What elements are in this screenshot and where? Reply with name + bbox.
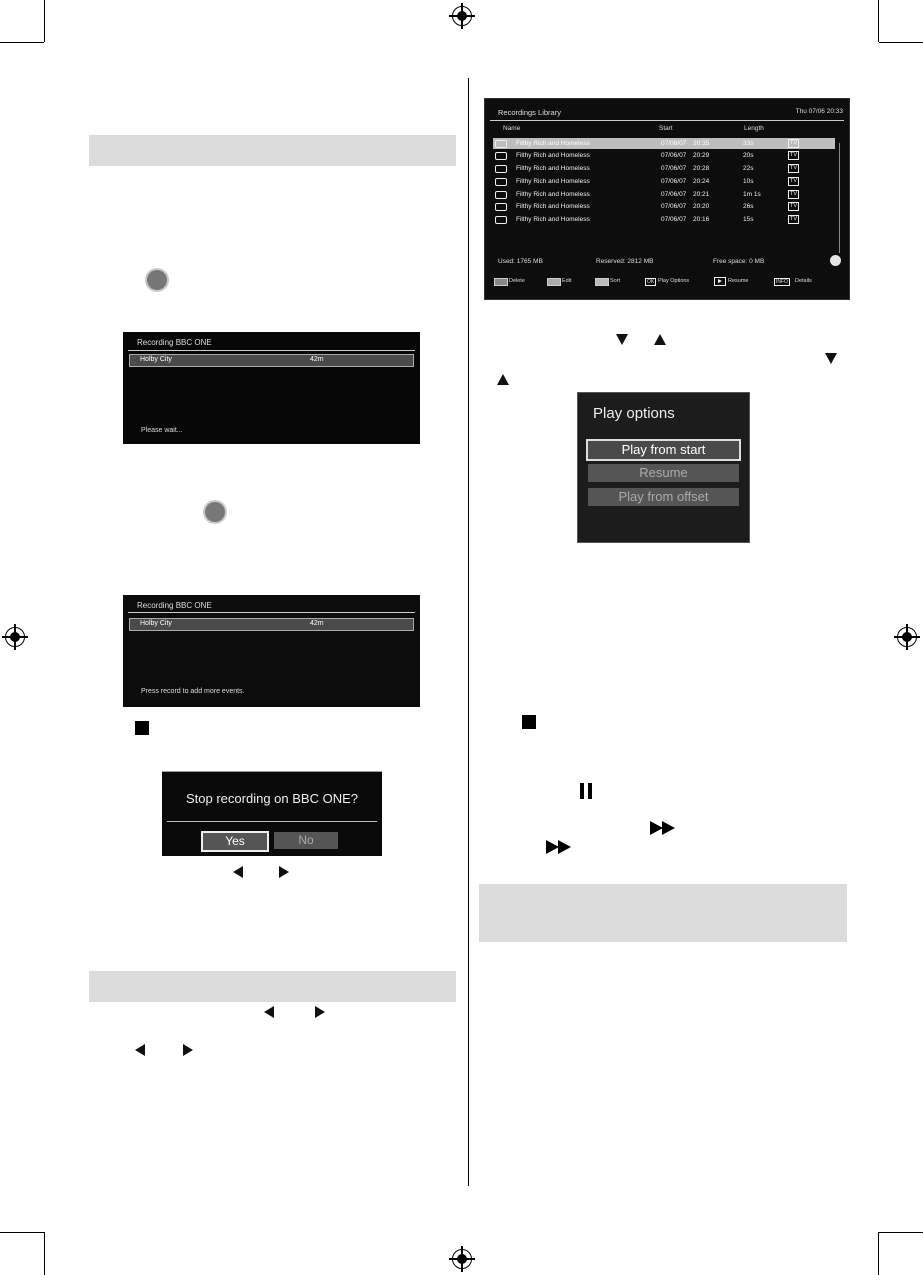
fast-forward-icon (650, 821, 678, 835)
free-space: Free space: 0 MB (713, 258, 765, 265)
crop-mark (878, 1232, 879, 1275)
recording-icon (495, 152, 507, 160)
play-from-offset-button[interactable]: Play from offset (588, 488, 739, 506)
recording-date: 07/06/07 (661, 178, 687, 185)
table-row[interactable] (493, 163, 835, 174)
pause-bar (580, 783, 584, 799)
recordings-library-screen (484, 98, 850, 300)
column-header-start: Start (659, 125, 673, 132)
registration-mark-icon (452, 6, 472, 26)
yellow-key-icon (595, 278, 609, 286)
tv-badge: TV (790, 152, 798, 158)
recording-icon (495, 203, 507, 211)
recording-length: 33s (743, 140, 754, 147)
recording-length: 26s (743, 203, 754, 210)
stop-recording-dialog (162, 771, 382, 856)
table-row[interactable] (493, 189, 835, 200)
tv-badge: TV (790, 203, 798, 209)
status-text: Please wait... (141, 427, 183, 434)
column-header-name: Name (503, 125, 521, 132)
recording-name: Filthy Rich and Homeless (516, 191, 590, 198)
right-arrow-icon (315, 1006, 325, 1018)
recording-name: Filthy Rich and Homeless (516, 140, 590, 147)
recording-row (129, 354, 414, 367)
stop-button-icon (522, 715, 536, 729)
resume-button[interactable]: Resume (588, 464, 739, 482)
used-space: Used: 1765 MB (498, 258, 543, 265)
left-arrow-icon (264, 1006, 274, 1018)
table-row[interactable] (493, 176, 835, 187)
scrollbar[interactable] (839, 143, 840, 253)
recording-name: Filthy Rich and Homeless (516, 178, 590, 185)
ff-triangle (662, 821, 675, 835)
stop-button-icon (135, 721, 149, 735)
delete-label: Delete (509, 278, 525, 284)
tv-badge: TV (790, 165, 798, 171)
recording-length: 15s (743, 216, 754, 223)
recording-name: Filthy Rich and Homeless (516, 216, 590, 223)
sort-label: Sort (610, 278, 621, 284)
play-key-icon (714, 277, 726, 286)
divider (167, 821, 377, 822)
record-button-icon (147, 270, 167, 290)
section-heading-bar (89, 971, 456, 1002)
info-key-icon: INFO (776, 279, 788, 285)
green-key-icon (547, 278, 561, 286)
yes-button[interactable]: Yes (201, 831, 269, 852)
recording-icon (495, 165, 507, 173)
resume-label: Resume (728, 278, 749, 284)
recording-date: 07/06/07 (661, 152, 687, 159)
recording-time: 20:21 (693, 191, 710, 198)
screen-title: Recording BBC ONE (137, 338, 212, 347)
down-arrow-icon (616, 334, 628, 345)
programme-name: Holby City (140, 620, 172, 627)
details-label: Details (795, 278, 812, 284)
ff-triangle (558, 840, 571, 854)
programme-length: 42m (310, 620, 324, 627)
screen-title: Recording BBC ONE (137, 601, 212, 610)
status-text: Press record to add more events. (141, 688, 245, 695)
scroll-indicator (830, 255, 841, 266)
play-from-start-button[interactable]: Play from start (586, 439, 741, 461)
recording-time: 20:20 (693, 203, 710, 210)
recording-name: Filthy Rich and Homeless (516, 203, 590, 210)
recording-date: 07/06/07 (661, 140, 687, 147)
ok-key-icon: OK (647, 279, 655, 285)
record-button-icon (205, 502, 225, 522)
recording-icon (495, 216, 507, 224)
right-arrow-icon (183, 1044, 193, 1056)
crop-mark (44, 1232, 45, 1275)
divider (490, 120, 844, 121)
dialog-question: Stop recording on BBC ONE? (186, 791, 358, 806)
no-button[interactable]: No (274, 832, 338, 849)
fast-forward-icon (546, 840, 574, 854)
registration-mark-icon (5, 627, 25, 647)
left-arrow-icon (233, 866, 243, 878)
library-title: Recordings Library (498, 108, 561, 117)
column-divider (468, 78, 469, 1186)
recording-screen (123, 332, 420, 444)
crop-mark (879, 42, 923, 43)
recording-row (129, 618, 414, 631)
recording-date: 07/06/07 (661, 165, 687, 172)
programme-name: Holby City (140, 356, 172, 363)
play-options-screen (577, 392, 750, 543)
recording-time: 20:24 (693, 178, 710, 185)
recording-date: 07/06/07 (661, 203, 687, 210)
pause-icon (579, 783, 593, 799)
tv-badge: TV (790, 191, 798, 197)
tv-badge: TV (790, 140, 798, 146)
recording-length: 20s (743, 152, 754, 159)
recording-length: 10s (743, 178, 754, 185)
recording-icon (495, 140, 507, 148)
recording-name: Filthy Rich and Homeless (516, 152, 590, 159)
recording-time: 20:29 (693, 152, 710, 159)
pause-bar (588, 783, 592, 799)
table-row[interactable] (493, 201, 835, 212)
crop-mark (0, 42, 44, 43)
programme-length: 42m (310, 356, 324, 363)
column-header-length: Length (744, 125, 764, 132)
edit-label: Edit (562, 278, 572, 284)
dialog-top-rule (162, 771, 382, 772)
up-arrow-icon (654, 334, 666, 345)
right-arrow-icon (279, 866, 289, 878)
table-row[interactable] (493, 138, 835, 149)
tv-badge: TV (790, 178, 798, 184)
recording-length: 1m 1s (743, 191, 761, 198)
red-key-icon (494, 278, 508, 286)
divider (128, 612, 415, 613)
recording-name: Filthy Rich and Homeless (516, 165, 590, 172)
popup-title: Play options (593, 405, 675, 422)
registration-mark-icon (452, 1249, 472, 1269)
recording-date: 07/06/07 (661, 191, 687, 198)
crop-mark (879, 1232, 923, 1233)
table-row[interactable] (493, 150, 835, 161)
crop-mark (878, 0, 879, 42)
up-arrow-icon (497, 374, 509, 385)
recording-time: 20:28 (693, 165, 710, 172)
recording-icon (495, 178, 507, 186)
recording-time: 20:16 (693, 216, 710, 223)
recording-time: 20:35 (693, 140, 710, 147)
registration-mark-icon (897, 627, 917, 647)
divider (128, 350, 415, 351)
recording-screen (123, 595, 420, 707)
library-datetime: Thu 07/06 20:33 (795, 108, 843, 115)
recording-date: 07/06/07 (661, 216, 687, 223)
reserved-space: Reserved: 2812 MB (596, 258, 654, 265)
left-arrow-icon (135, 1044, 145, 1056)
play-icon (718, 279, 722, 283)
tv-badge: TV (790, 216, 798, 222)
section-heading-bar (89, 135, 456, 166)
crop-mark (44, 0, 45, 42)
table-row[interactable] (493, 214, 835, 225)
crop-mark (0, 1232, 44, 1233)
play-options-label: Play Options (658, 278, 690, 284)
recording-length: 22s (743, 165, 754, 172)
down-arrow-icon (825, 353, 837, 364)
recording-icon (495, 191, 507, 199)
section-heading-bar (479, 884, 847, 942)
